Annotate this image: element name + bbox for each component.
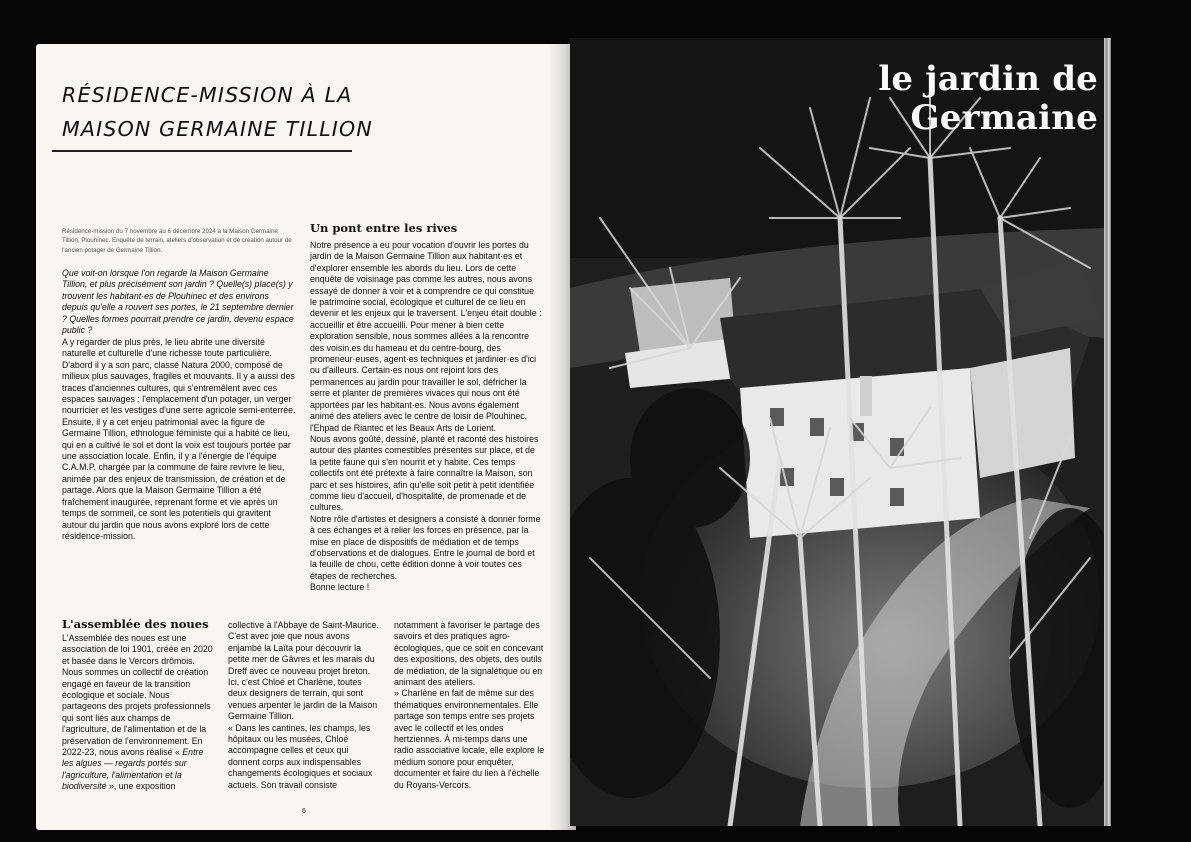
rives-body	[310, 240, 543, 594]
cover-title-line-2: Germaine	[910, 98, 1098, 138]
rives-paragraph-2: Nous avons goûté, dessiné, planté et raconté des histoires autour des plantes comestibles présentes sur place, et de la petite faune qui s'en nourrit et y habite. Ces temps collectifs ont été prétexte à faire connaître la Maison, son parc et ses histoires, afin qu'elle soit petit à petit identifiée comme lieu d'accueil, d'hospitalité, de promenade et de cultures.	[310, 433, 539, 513]
page-edge	[1104, 38, 1111, 826]
handwritten-title	[62, 78, 373, 146]
rives-paragraph-4: Bonne lecture !	[310, 582, 370, 593]
title-line-2: MAISON GERMAINE TILLION	[62, 117, 373, 141]
noues-column-2	[228, 620, 380, 791]
section-heading-noues: L'assemblée des noues	[62, 617, 209, 631]
residency-credit: Résidence-mission du 7 novembre au 6 décembre 2024 à la Maison Germaine Tillion, Plouhinec. Enquête de terrain, ateliers d'observation et de création autour de l'ancien potager de Germaine Tillion.	[62, 228, 292, 254]
section-heading-rives: Un pont entre les rives	[310, 221, 458, 235]
intro-body: A y regarder de plus près, le lieu abrite une diversité naturelle et culturelle d'une richesse toute particulière. D'abord il y a son parc, classé Natura 2000, composé de milieux plus sauvages, fragiles et mouvants. Il y a aussi des traces d'anciennes cultures, qui s'entremêlent avec ces espaces sauvages : l'emplacement d'un potager, un verger nourricier et les vestiges d'une serre agricole semi-enterrée. Ensuite, il y a cet enjeu patrimonial avec la figure de Germaine Tillion, ethnologue féministe qui a habité ce lieu, qui en a cultivé le sol et dont la voix est toujours portée par une association locale. Enfin, il y a l'énergie de l'équipe C.A.M.P, chargée par la commune de faire revivre le lieu, animée par des enjeux de transmission, de création et de partage. Alors que la Maison Germaine Tillion a été fraîchement inaugurée, reprenant forme et vie après un temps de sommeil, ce sont les potentiels qui gravitent autour du jardin que nous avons exploré lors de cette résidence-mission.	[62, 337, 296, 541]
col1-italic: Entre les algues — regards portés sur l'agriculture, l'alimentation et la biodiversité	[62, 747, 204, 792]
col1-end: », une exposition	[106, 781, 176, 792]
noues-column-3	[394, 620, 546, 791]
col3-paragraph-2: » Charlène en fait de même sur des thématiques environnementales. Elle partage son temps entre ses projets avec le collectif et les ondes hertziennes. À mi-temps dans une radio associative locale, elle explore le médium sonore pour enquêter, documenter et faire du lien à l'échelle du Royans-Vercors.	[394, 688, 545, 790]
rives-paragraph-3: Notre rôle d'artistes et designers a consisté à donner forme à ces échanges et à relier les forces en présence, par la mise en place de dispositifs de médiation et de temps d'observations et de dialogues. Entre le journal de bord et la feuille de chou, cette édition donne à voir toutes ces étapes de recherches.	[310, 513, 541, 581]
col1-text: L'Assemblée des noues est une association de loi 1901, créée en 2020 et basée dans le Vercors drômois. Nous sommes un collectif de création engagé en faveur de la transition écologique et sociale. Nous partageons des projets professionnels qui sont liés aux champs de l'agriculture, de l'alimentation et de la préservation de l'environnement. En 2022-23, nous avons réalisé «	[62, 633, 213, 758]
col2-paragraph-2: « Dans les cantines, les champs, les hôpitaux ou les musées, Chloé accompagne celles et ceux qui donnent corps aux indispensables changements écologiques et sociaux actuels. Son travail consiste	[228, 722, 373, 790]
noues-column-1	[62, 633, 214, 793]
rives-paragraph-1: Notre présence a eu pour vocation d'ouvrir les portes du jardin de la Maison Germaine Tillion aux habitant·es et d'explorer ensemble les abords du lieu. Lors de cette enquête de voisinage pas comme les autres, nous avons essayé de donner à voir et à comprendre ce qui constitue le patrimoine social, écologique et culturel de ce lieu en devenir et les enjeux qui le traversent. L'enjeu était double : accueillir et être accueilli. Pour mener à bien cette exploration sensible, nous sommes allées à la rencontre des voisin.es du hameau et du centre-bourg, des promeneur·euses, agent·es techniques et jardinier·es d'ici ou d'ailleurs. Certain·es nous ont rejoint lors des permanences au jardin pour travailler le sol, défricher la serre et planter de premières vivaces qui nous ont été apportées par les habitant·es. Nous avons également animé des ateliers avec le centre de loisir de Plouhinec, l'Ehpad de Riantec et les Beaux Arts de Lorient.	[310, 240, 542, 433]
lead-paragraph: Que voit-on lorsque l'on regarde la Maison Germaine Tillion, et plus précisément son jardin ? Quelle(s) place(s) y trouvent les habitant·es de Plouhinec et des environs depuis qu'elle a rouvert ses portes, le 21 septembre dernier ? Quelles formes pourrait prendre ce jardin, devenu espace public ?	[62, 268, 294, 336]
cover-title-line-1: le jardin de	[878, 59, 1098, 99]
page-number: 6	[302, 808, 306, 815]
col2-paragraph-1: collective à l'Abbaye de Saint-Maurice. C'est avec joie que nous avons enjambé la Laïta pour découvrir la petite mer de Gâvres et les marais du Dreff avec ce nouveau projet breton. Ici, c'est Chloé et Charlène, toutes deux designers de terrain, qui sont venues arpenter le jardin de la Maison Germaine Tillion.	[228, 620, 379, 722]
cover-title	[850, 60, 1098, 138]
aerial-garden-photo	[570, 38, 1106, 826]
col3-paragraph-1: notamment à favoriser le partage des savoirs et des pratiques agro-écologiques, que ce soit en concevant des expositions, des objets, des outils de médiation, de la signalétique ou en animant des ateliers.	[394, 620, 544, 688]
title-underline	[52, 150, 352, 152]
cover-photo	[570, 38, 1106, 826]
title-line-1: RÉSIDENCE-MISSION À LA	[62, 83, 353, 107]
